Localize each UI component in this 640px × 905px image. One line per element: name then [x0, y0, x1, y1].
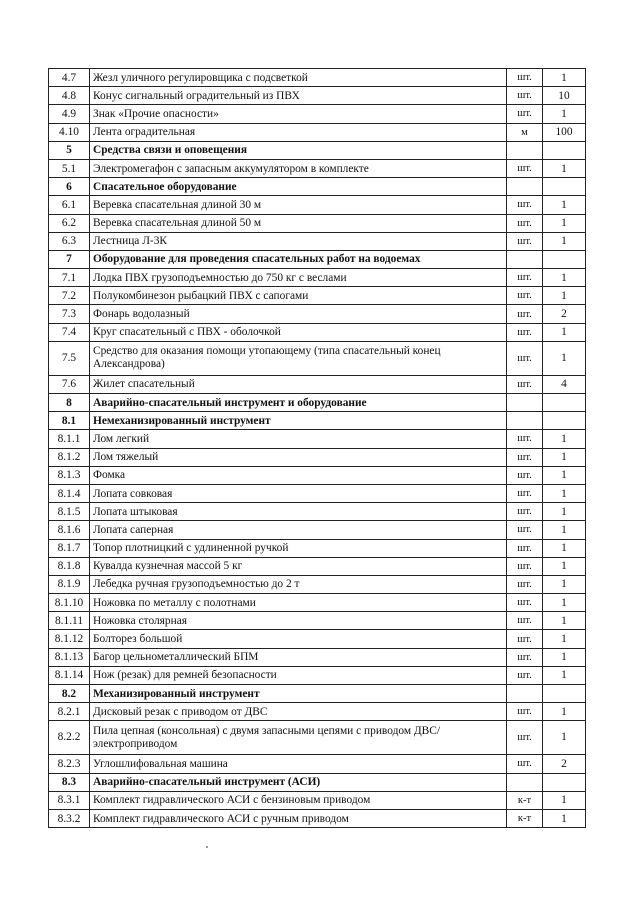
row-unit-cell: шт.: [507, 159, 543, 177]
row-number-cell: 6.1: [49, 196, 90, 214]
row-unit-cell: [507, 250, 543, 268]
row-unit-cell: шт.: [507, 269, 543, 287]
row-quantity-cell: 1: [543, 466, 586, 484]
row-unit-cell: шт.: [507, 214, 543, 232]
row-unit-cell: м: [507, 123, 543, 141]
row-name-cell: Кувалда кузнечная массой 5 кг: [90, 557, 507, 575]
row-quantity-cell: 100: [543, 123, 586, 141]
row-unit-cell: шт.: [507, 105, 543, 123]
row-number-cell: 8.3: [49, 773, 90, 791]
section-row: [49, 178, 586, 196]
row-quantity-cell: [543, 394, 586, 412]
row-unit-cell: к-т: [507, 791, 543, 809]
item-row: [49, 575, 586, 593]
item-row: [49, 305, 586, 323]
row-quantity-cell: 1: [543, 448, 586, 466]
row-unit-cell: шт.: [507, 612, 543, 630]
row-unit-cell: шт.: [507, 448, 543, 466]
equipment-table: [48, 68, 586, 828]
row-name-cell: Фомка: [90, 466, 507, 484]
row-quantity-cell: 1: [543, 666, 586, 684]
item-row: [49, 159, 586, 177]
row-quantity-cell: [543, 178, 586, 196]
item-row: [49, 375, 586, 393]
row-unit-cell: к-т: [507, 809, 543, 827]
section-row: [49, 394, 586, 412]
row-number-cell: 8.1.4: [49, 484, 90, 502]
item-row: [49, 123, 586, 141]
row-quantity-cell: 1: [543, 503, 586, 521]
row-unit-cell: шт.: [507, 466, 543, 484]
row-name-cell: Спасательное оборудование: [90, 178, 507, 196]
row-unit-cell: шт.: [507, 323, 543, 341]
item-row: [49, 648, 586, 666]
item-row: [49, 809, 586, 827]
row-number-cell: 8.3.2: [49, 809, 90, 827]
row-unit-cell: шт.: [507, 69, 543, 87]
row-number-cell: 8.1.3: [49, 466, 90, 484]
row-unit-cell: шт.: [507, 341, 543, 375]
row-name-cell: Лента оградительная: [90, 123, 507, 141]
row-quantity-cell: 10: [543, 87, 586, 105]
item-row: [49, 87, 586, 105]
row-name-cell: Электромегафон с запасным аккумулятором в комплекте: [90, 159, 507, 177]
section-row: [49, 250, 586, 268]
section-row: [49, 685, 586, 703]
row-number-cell: 6.3: [49, 232, 90, 250]
row-name-cell: Болторез большой: [90, 630, 507, 648]
row-name-cell: Веревка спасательная длиной 30 м: [90, 196, 507, 214]
row-quantity-cell: 2: [543, 305, 586, 323]
row-number-cell: 4.10: [49, 123, 90, 141]
row-quantity-cell: 1: [543, 232, 586, 250]
item-row: [49, 721, 586, 755]
row-number-cell: 8.2.1: [49, 703, 90, 721]
row-unit-cell: [507, 178, 543, 196]
row-name-cell: Лебедка ручная грузоподъемностью до 2 т: [90, 575, 507, 593]
row-unit-cell: шт.: [507, 521, 543, 539]
row-number-cell: 7.1: [49, 269, 90, 287]
row-number-cell: 8.1.12: [49, 630, 90, 648]
row-quantity-cell: 2: [543, 755, 586, 773]
item-row: [49, 539, 586, 557]
row-number-cell: 8.1.11: [49, 612, 90, 630]
scan-speck: [206, 846, 208, 848]
row-unit-cell: шт.: [507, 503, 543, 521]
row-quantity-cell: [543, 773, 586, 791]
row-unit-cell: [507, 685, 543, 703]
row-unit-cell: шт.: [507, 484, 543, 502]
row-name-cell: Пила цепная (консольная) с двумя запасными цепями с приводом ДВС/электроприводом: [90, 721, 507, 755]
row-number-cell: 8.1.9: [49, 575, 90, 593]
row-number-cell: 8.1.1: [49, 430, 90, 448]
row-name-cell: Знак «Прочие опасности»: [90, 105, 507, 123]
item-row: [49, 232, 586, 250]
section-row: [49, 773, 586, 791]
row-name-cell: Багор цельнометаллический БПМ: [90, 648, 507, 666]
row-name-cell: Фонарь водолазный: [90, 305, 507, 323]
row-name-cell: Механизированный инструмент: [90, 685, 507, 703]
row-number-cell: 8.1.7: [49, 539, 90, 557]
row-name-cell: Круг спасательный с ПВХ - оболочкой: [90, 323, 507, 341]
row-name-cell: Лом легкий: [90, 430, 507, 448]
row-number-cell: 4.7: [49, 69, 90, 87]
row-number-cell: 8.2.2: [49, 721, 90, 755]
row-quantity-cell: 1: [543, 557, 586, 575]
row-quantity-cell: 1: [543, 612, 586, 630]
row-unit-cell: шт.: [507, 430, 543, 448]
item-row: [49, 557, 586, 575]
item-row: [49, 341, 586, 375]
row-name-cell: Лом тяжелый: [90, 448, 507, 466]
row-unit-cell: шт.: [507, 539, 543, 557]
row-name-cell: Конус сигнальный оградительный из ПВХ: [90, 87, 507, 105]
item-row: [49, 430, 586, 448]
row-number-cell: 8.3.1: [49, 791, 90, 809]
row-name-cell: Жезл уличного регулировщика с подсветкой: [90, 69, 507, 87]
row-name-cell: Средство для оказания помощи утопающему (типа спасательный конец Александрова): [90, 341, 507, 375]
item-row: [49, 69, 586, 87]
row-name-cell: Жилет спасательный: [90, 375, 507, 393]
row-name-cell: Комплект гидравлического АСИ с бензиновым приводом: [90, 791, 507, 809]
row-unit-cell: шт.: [507, 287, 543, 305]
row-number-cell: 8.1.14: [49, 666, 90, 684]
row-unit-cell: шт.: [507, 87, 543, 105]
row-number-cell: 5.1: [49, 159, 90, 177]
row-unit-cell: [507, 141, 543, 159]
row-unit-cell: шт.: [507, 594, 543, 612]
row-name-cell: Дисковый резак с приводом от ДВС: [90, 703, 507, 721]
item-row: [49, 214, 586, 232]
row-unit-cell: шт.: [507, 666, 543, 684]
row-unit-cell: [507, 394, 543, 412]
row-name-cell: Средства связи и оповещения: [90, 141, 507, 159]
item-row: [49, 484, 586, 502]
row-name-cell: Аварийно-спасательный инструмент (АСИ): [90, 773, 507, 791]
row-number-cell: 8.1.6: [49, 521, 90, 539]
item-row: [49, 666, 586, 684]
row-quantity-cell: 1: [543, 484, 586, 502]
row-name-cell: Лодка ПВХ грузоподъемностью до 750 кг с веслами: [90, 269, 507, 287]
item-row: [49, 703, 586, 721]
row-number-cell: 8.1: [49, 412, 90, 430]
row-name-cell: Оборудование для проведения спасательных работ на водоемах: [90, 250, 507, 268]
row-quantity-cell: 1: [543, 159, 586, 177]
row-number-cell: 7.4: [49, 323, 90, 341]
item-row: [49, 630, 586, 648]
row-number-cell: 6.2: [49, 214, 90, 232]
equipment-table-body: [49, 69, 586, 828]
row-quantity-cell: 1: [543, 594, 586, 612]
row-quantity-cell: 1: [543, 323, 586, 341]
row-unit-cell: шт.: [507, 630, 543, 648]
row-number-cell: 8.2: [49, 685, 90, 703]
row-number-cell: 8.1.2: [49, 448, 90, 466]
row-number-cell: 7.6: [49, 375, 90, 393]
item-row: [49, 594, 586, 612]
row-number-cell: 7.2: [49, 287, 90, 305]
row-name-cell: Немеханизированный инструмент: [90, 412, 507, 430]
row-quantity-cell: 4: [543, 375, 586, 393]
row-number-cell: 8.1.13: [49, 648, 90, 666]
row-name-cell: Ножовка столярная: [90, 612, 507, 630]
row-quantity-cell: 1: [543, 430, 586, 448]
row-number-cell: 7: [49, 250, 90, 268]
item-row: [49, 105, 586, 123]
row-name-cell: Лопата штыковая: [90, 503, 507, 521]
section-row: [49, 412, 586, 430]
row-quantity-cell: 1: [543, 341, 586, 375]
row-number-cell: 8.1.10: [49, 594, 90, 612]
row-unit-cell: шт.: [507, 375, 543, 393]
row-unit-cell: шт.: [507, 232, 543, 250]
row-number-cell: 8: [49, 394, 90, 412]
row-quantity-cell: 1: [543, 809, 586, 827]
row-unit-cell: шт.: [507, 721, 543, 755]
item-row: [49, 448, 586, 466]
row-name-cell: Ножовка по металлу с полотнами: [90, 594, 507, 612]
row-unit-cell: шт.: [507, 196, 543, 214]
row-number-cell: 4.9: [49, 105, 90, 123]
item-row: [49, 466, 586, 484]
row-quantity-cell: 1: [543, 214, 586, 232]
row-name-cell: Нож (резак) для ремней безопасности: [90, 666, 507, 684]
item-row: [49, 521, 586, 539]
section-row: [49, 141, 586, 159]
row-quantity-cell: 1: [543, 69, 586, 87]
row-name-cell: Комплект гидравлического АСИ с ручным приводом: [90, 809, 507, 827]
row-unit-cell: шт.: [507, 703, 543, 721]
row-quantity-cell: 1: [543, 648, 586, 666]
row-unit-cell: шт.: [507, 305, 543, 323]
row-name-cell: Углошлифовальная машина: [90, 755, 507, 773]
row-unit-cell: шт.: [507, 557, 543, 575]
item-row: [49, 503, 586, 521]
row-number-cell: 7.3: [49, 305, 90, 323]
row-number-cell: 8.1.5: [49, 503, 90, 521]
row-quantity-cell: [543, 141, 586, 159]
row-quantity-cell: 1: [543, 575, 586, 593]
item-row: [49, 287, 586, 305]
row-name-cell: Топор плотницкий с удлиненной ручкой: [90, 539, 507, 557]
row-name-cell: Аварийно-спасательный инструмент и оборудование: [90, 394, 507, 412]
row-quantity-cell: 1: [543, 287, 586, 305]
row-unit-cell: [507, 773, 543, 791]
row-name-cell: Лопата саперная: [90, 521, 507, 539]
row-number-cell: 8.1.8: [49, 557, 90, 575]
row-number-cell: 8.2.3: [49, 755, 90, 773]
row-unit-cell: шт.: [507, 755, 543, 773]
row-quantity-cell: 1: [543, 105, 586, 123]
row-number-cell: 6: [49, 178, 90, 196]
item-row: [49, 269, 586, 287]
item-row: [49, 196, 586, 214]
item-row: [49, 791, 586, 809]
row-quantity-cell: [543, 685, 586, 703]
row-quantity-cell: [543, 250, 586, 268]
row-unit-cell: шт.: [507, 575, 543, 593]
row-name-cell: Полукомбинезон рыбацкий ПВХ с сапогами: [90, 287, 507, 305]
row-name-cell: Лопата совковая: [90, 484, 507, 502]
row-quantity-cell: 1: [543, 721, 586, 755]
row-name-cell: Веревка спасательная длиной 50 м: [90, 214, 507, 232]
row-quantity-cell: 1: [543, 539, 586, 557]
row-quantity-cell: 1: [543, 630, 586, 648]
row-quantity-cell: [543, 412, 586, 430]
row-number-cell: 4.8: [49, 87, 90, 105]
row-quantity-cell: 1: [543, 791, 586, 809]
item-row: [49, 612, 586, 630]
row-quantity-cell: 1: [543, 703, 586, 721]
row-quantity-cell: 1: [543, 269, 586, 287]
row-number-cell: 5: [49, 141, 90, 159]
row-unit-cell: шт.: [507, 648, 543, 666]
row-unit-cell: [507, 412, 543, 430]
item-row: [49, 323, 586, 341]
item-row: [49, 755, 586, 773]
row-quantity-cell: 1: [543, 196, 586, 214]
row-name-cell: Лестница Л-3К: [90, 232, 507, 250]
row-number-cell: 7.5: [49, 341, 90, 375]
row-quantity-cell: 1: [543, 521, 586, 539]
